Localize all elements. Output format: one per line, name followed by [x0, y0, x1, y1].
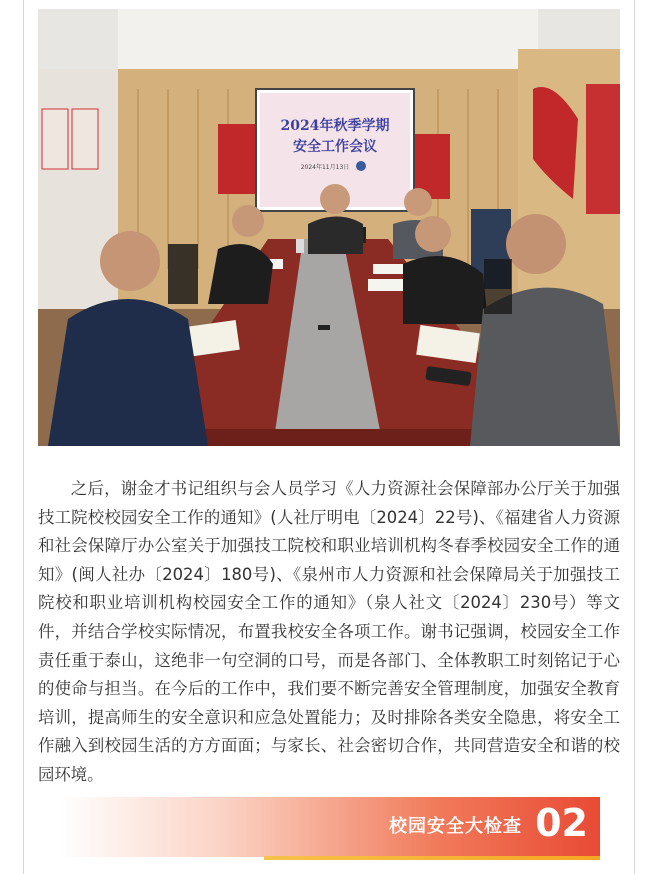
banner-accent-stripe [264, 856, 600, 860]
section-title: 校园安全大检查 [389, 816, 522, 837]
slide-title-line1: 2024年秋季学期 [280, 118, 390, 134]
slide-date: 2024年11月13日 [300, 164, 350, 171]
article-paragraph: 之后，谢金才书记组织与会人员学习《人力资源社会保障部办公厅关于加强技工院校校园安全工作的通知》(人社厅明电〔2024〕22号)、《福建省人力资源和社会保障厅办公室关于加强技工院校和职业培训机构冬春季校园安全工作的通知》(闽人社办〔2024〕180号)、《泉州市人力资源和社会保障局关于加强技工院校和职业培训机构校园安全工作的通知》（泉人社文〔2024〕230号）等文件，并结合学校实际情况，布置我校安全各项工作。谢书记强调，校园安全工作责任重于泰山，这绝非一句空洞的口号，而是各部门、全体教职工时刻铭记于心的使命与担当。在今后的工作中，我们要不断完善安全管理制度，加强安全教育培训，提高师生的安全意识和应急处置能力；及时排除各类安全隐患，将安全工作融入到校园生活的方方面面；与家长、社会密切合作，共同营造安全和谐的校园环境。 [38, 479, 620, 784]
section-banner [60, 797, 600, 857]
slide-title-line2: 安全工作会议 [293, 139, 377, 155]
section-number: 02 [535, 801, 588, 845]
meeting-photo [38, 9, 620, 446]
